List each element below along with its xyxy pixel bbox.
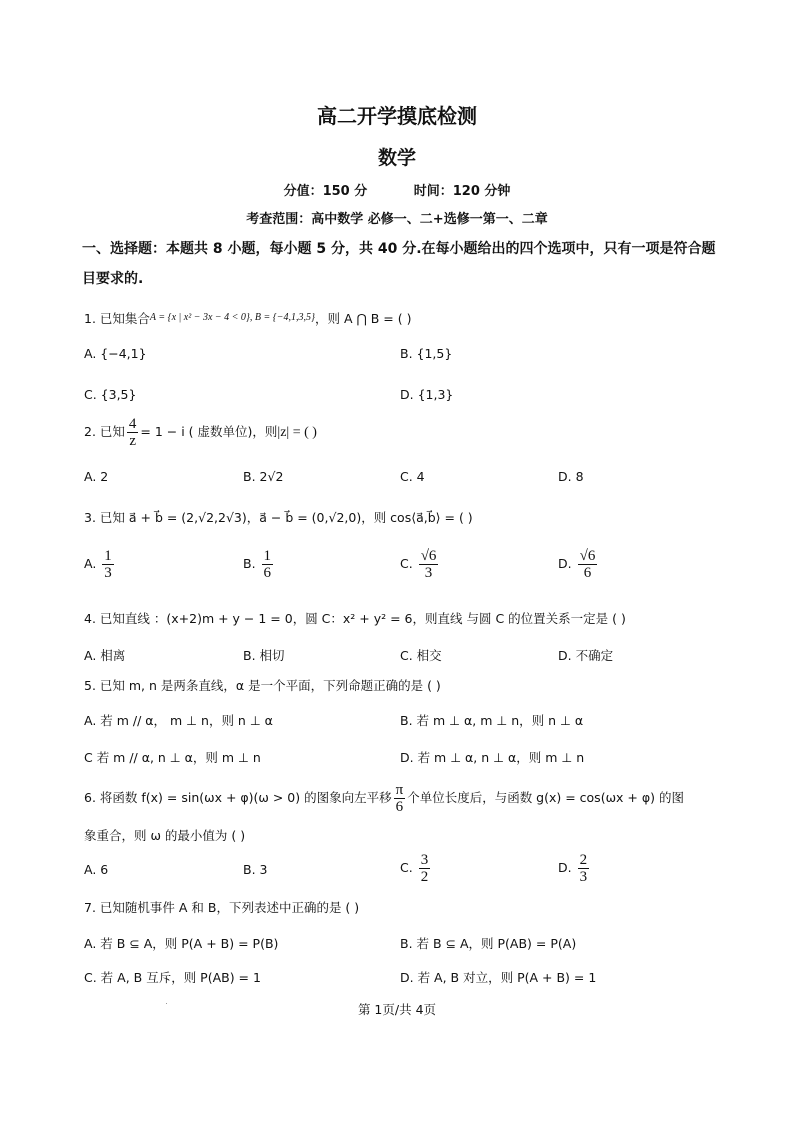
question-6-fraction	[394, 782, 406, 815]
question-7-option-a[interactable]: A. 若 B ⊆ A，则 P(A + B) = P(B)	[84, 936, 279, 951]
question-6-option-d[interactable]	[558, 852, 591, 885]
question-7-option-d[interactable]: D. 若 A, B 对立，则 P(A + B) = 1	[400, 970, 597, 985]
question-6-text-b: 个单位长度后，与函数 g(x) = cos(ωx + φ) 的图	[407, 790, 684, 805]
question-4-option-a[interactable]: A. 相离	[84, 648, 126, 663]
option-label: B.	[243, 556, 256, 571]
question-1-option-d[interactable]: D. {1,3}	[400, 387, 454, 402]
time-value: 时间：120 分钟	[413, 184, 511, 199]
question-2-stem: 2. 已知	[84, 424, 125, 439]
question-5-option-d[interactable]: D. 若 m ⊥ α, n ⊥ α，则 m ⊥ n	[400, 750, 585, 765]
subject-title: 数学	[377, 147, 416, 169]
question-3-option-b[interactable]	[243, 548, 275, 581]
fraction-numerator: √6	[420, 548, 437, 564]
question-1-stem: 1. 已知集合	[84, 311, 150, 326]
option-label: A.	[84, 556, 97, 571]
fraction-denominator: 3	[104, 565, 112, 581]
question-1-math: A = {x | x² − 3x − 4 < 0}, B = {−4,1,3,5}	[149, 312, 315, 323]
option-label: C.	[400, 860, 413, 875]
fraction-denominator: 3	[579, 869, 588, 885]
question-6-option-b[interactable]: B. 3	[243, 862, 268, 877]
question-4-option-c[interactable]: C. 相交	[400, 648, 442, 663]
question-3: 3. 已知 a⃗ + b⃗ = (2,√2,2√3)，a⃗ − b⃗ = (0,√2,0)，则 cos⟨a⃗,b⃗⟩ = ( )	[84, 510, 473, 525]
question-2-mid: = 1 − i ( 虚数单位)，则	[140, 424, 278, 439]
option-label: C.	[400, 556, 413, 571]
question-1-option-a[interactable]: A. {−4,1}	[84, 346, 147, 361]
option-label: D.	[558, 556, 572, 571]
fraction-denominator: 2	[420, 869, 429, 885]
question-5-option-c[interactable]: C 若 m // α, n ⊥ α，则 m ⊥ n	[84, 750, 261, 765]
option-fraction	[102, 548, 114, 581]
question-2-option-b[interactable]: B. 2√2	[243, 469, 284, 484]
question-2-option-d[interactable]: D. 8	[558, 469, 584, 484]
fraction-numerator: √6	[579, 548, 596, 564]
fraction-denominator: z	[129, 433, 136, 449]
question-5-option-b[interactable]: B. 若 m ⊥ α, m ⊥ n，则 n ⊥ α	[400, 713, 584, 728]
question-6-text-a: 6. 将函数 f(x) = sin(ωx + φ)(ω > 0) 的图象向左平移	[84, 790, 392, 805]
question-3-option-c[interactable]	[400, 548, 440, 581]
fraction-numerator: 4	[128, 416, 137, 432]
score-time-line	[0, 180, 794, 199]
question-4-option-d[interactable]: D. 不确定	[558, 648, 614, 663]
question-2-option-a[interactable]: A. 2	[84, 469, 109, 484]
option-fraction	[578, 852, 590, 885]
question-1-tail: ，则 A ⋂ B = ( )	[315, 311, 412, 326]
option-label: D.	[558, 860, 572, 875]
question-5: 5. 已知 m, n 是两条直线，α 是一个平面，下列命题正确的是 ( )	[84, 678, 441, 693]
question-1	[84, 309, 411, 327]
question-5-option-a[interactable]: A. 若 m // α， m ⊥ n，则 n ⊥ α	[84, 713, 273, 728]
question-2-tail: |z| = ( )	[277, 425, 317, 440]
fraction-denominator: 6	[583, 565, 592, 581]
fraction-numerator: 1	[104, 548, 112, 564]
question-1-option-c[interactable]: C. {3,5}	[84, 387, 137, 402]
question-2-fraction	[127, 416, 139, 449]
exam-scope: 考查范围：高中数学 必修一、二+选修一第一、二章	[246, 212, 548, 227]
fraction-denominator: 6	[263, 565, 272, 581]
question-1-option-b[interactable]: B. {1,5}	[400, 346, 453, 361]
question-7-option-b[interactable]: B. 若 B ⊆ A，则 P(AB) = P(A)	[400, 936, 577, 951]
question-6	[84, 782, 684, 815]
question-6-continued: 象重合，则 ω 的最小值为 ( )	[84, 828, 246, 843]
page-footer: 第 1页/共 4页	[357, 1002, 437, 1017]
question-6-option-c[interactable]	[400, 852, 432, 885]
question-3-option-a[interactable]	[84, 548, 116, 581]
fraction-numerator: 3	[420, 852, 429, 868]
question-4: 4. 已知直线 ：(x+2)m + y − 1 = 0，圆 C：x² + y² = 6，则直线 与圆 C 的位置关系一定是 ( )	[84, 611, 626, 626]
fraction-denominator: 3	[424, 565, 433, 581]
exam-title: 高二开学摸底检测	[317, 104, 477, 128]
section-heading: 一、选择题：本题共 8 小题，每小题 5 分，共 40 分.在每小题给出的四个选项中，只有一项是符合题目要求的.	[82, 241, 716, 287]
option-fraction	[262, 548, 274, 581]
fraction-numerator: 1	[263, 548, 272, 564]
score-value: 分值：150 分	[283, 184, 368, 199]
fraction-numerator: π	[395, 782, 404, 798]
question-6-option-a[interactable]: A. 6	[84, 862, 109, 877]
fraction-denominator: 6	[395, 799, 404, 815]
question-2-option-c[interactable]: C. 4	[400, 469, 425, 484]
option-fraction	[419, 548, 439, 581]
question-3-option-d[interactable]	[558, 548, 599, 581]
question-4-option-b[interactable]: B. 相切	[243, 648, 285, 663]
question-2	[84, 416, 317, 449]
option-fraction	[578, 548, 598, 581]
question-7-option-c[interactable]: C. 若 A, B 互斥，则 P(AB) = 1	[84, 970, 261, 985]
option-fraction	[419, 852, 431, 885]
question-7: 7. 已知随机事件 A 和 B，下列表述中正确的是 ( )	[84, 900, 360, 915]
fraction-numerator: 2	[579, 852, 588, 868]
